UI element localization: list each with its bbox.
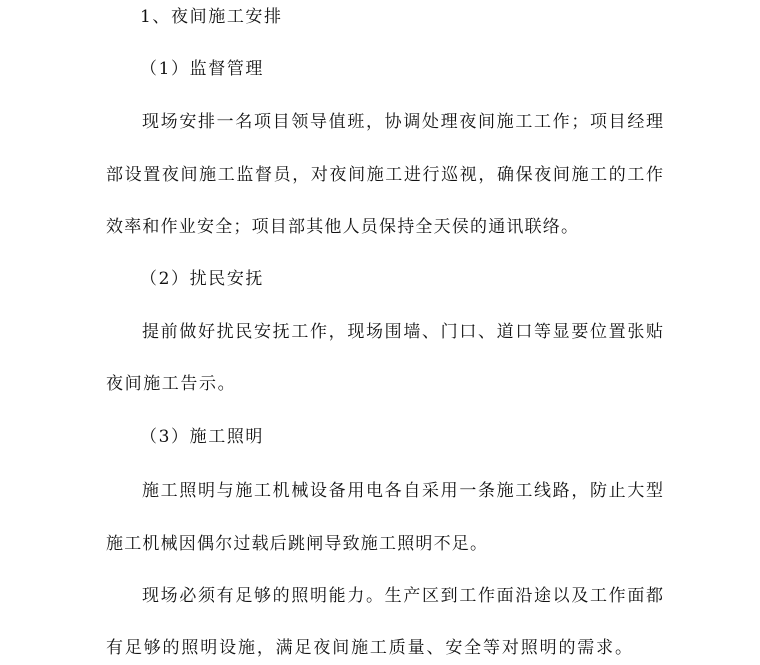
- paragraph-line: 夜间施工告示。: [106, 374, 237, 394]
- paragraph-line: 部设置夜间施工监督员，对夜间施工进行巡视，确保夜间施工的工作: [106, 165, 663, 185]
- section-title: 1、夜间施工安排: [140, 7, 283, 27]
- paragraph-line: 现场安排一名项目领导值班，协调处理夜间施工工作；项目经理: [142, 112, 663, 132]
- subsection-heading-residents: （2）扰民安抚: [140, 269, 265, 289]
- subsection-heading-lighting: （3）施工照明: [140, 427, 265, 447]
- paragraph-line: 施工机械因偶尔过载后跳闸导致施工照明不足。: [106, 534, 489, 554]
- paragraph-line: 提前做好扰民安抚工作，现场围墙、门口、道口等显要位置张贴: [142, 322, 663, 342]
- paragraph-line: 现场必须有足够的照明能力。生产区到工作面沿途以及工作面都: [142, 586, 663, 606]
- paragraph-line: 有足够的照明设施，满足夜间施工质量、安全等对照明的需求。: [106, 638, 632, 658]
- subsection-heading-supervision: （1）监督管理: [140, 59, 265, 79]
- paragraph-line: 效率和作业安全；项目部其他人员保持全天侯的通讯联络。: [106, 217, 580, 237]
- paragraph-line: 施工照明与施工机械设备用电各自采用一条施工线路，防止大型: [142, 481, 663, 501]
